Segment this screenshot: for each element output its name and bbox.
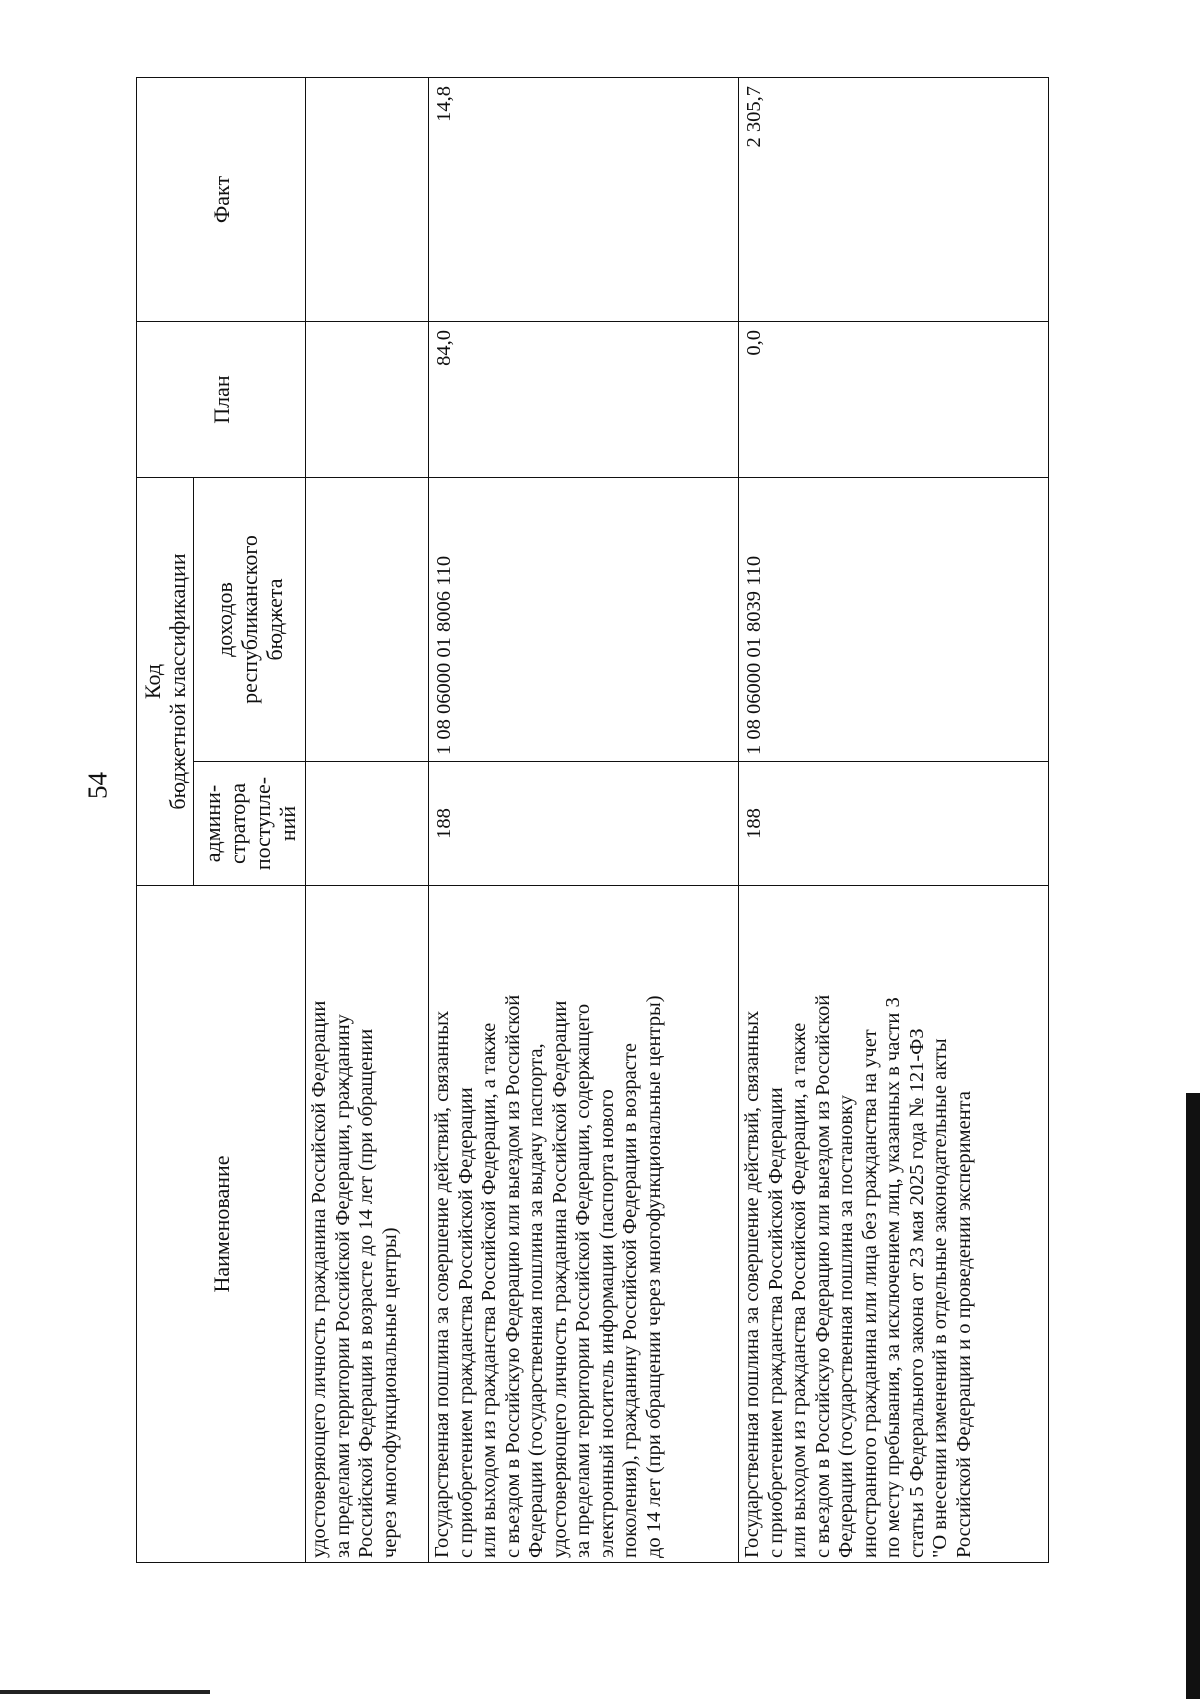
row-name-line: удостоверяющего личность гражданина Российской Федерации [308, 1000, 330, 1558]
row-name-line: с приобретением гражданства Российской Федерации [454, 1087, 477, 1558]
header-income-line: доходов [212, 582, 237, 657]
table-row [306, 78, 429, 1563]
row-plan: 84,0 [429, 322, 739, 478]
header-admin-line: стратора [224, 783, 250, 864]
row-name-line: до 14 лет (при обращении через многофункциональные центры) [642, 995, 665, 1558]
row-income-code: 1 08 06000 01 8006 110 [429, 478, 739, 762]
header-admin-line: админи- [199, 784, 225, 863]
row-name-line: с приобретением гражданства Российской Федерации [764, 1087, 787, 1558]
page-number: 54 [82, 772, 113, 799]
row-name-line: иностранного гражданина или лица без гражданства на учет [858, 1029, 881, 1558]
header-income-line: бюджета [262, 578, 287, 661]
row-income-code: 1 08 06000 01 8039 110 [739, 478, 1049, 762]
row-name-line: по месту пребывания, за исключением лиц, указанных в части 3 [882, 997, 904, 1558]
header-fact: Факт [137, 78, 306, 322]
row-name-line: за пределами территории Российской Федерации, гражданину [331, 1014, 354, 1558]
row-name [739, 886, 1049, 1563]
header-code-line-1: Код [140, 663, 165, 700]
row-name-line: Государственная пошлина за совершение действий, связанных [431, 1010, 453, 1558]
header-code-line-2: бюджетной классификации [165, 553, 190, 810]
row-name-line: статьи 5 Федерального закона от 23 мая 2025 года № 121-ФЗ [905, 1028, 928, 1558]
table-row [429, 78, 739, 1563]
header-admin [194, 762, 306, 886]
row-name-line: удостоверяющего личность гражданина Российской Федерации [548, 1000, 571, 1558]
row-name-line: Российской Федерации в возрасте до 14 лет (при обращении [355, 1028, 377, 1558]
row-fact: 2 305,7 [739, 78, 1049, 322]
row-name-line: с въездом в Российскую Федерацию или выездом из Российской [501, 994, 524, 1558]
header-admin-line: ний [274, 805, 300, 842]
row-name-line: за пределами территории Российской Федерации, содержащего [572, 1003, 594, 1558]
row-name [429, 886, 739, 1563]
row-admin-code [306, 762, 429, 886]
row-income-code [306, 478, 429, 762]
row-name-line: через многофункциональные центры) [378, 1227, 401, 1558]
row-name-line: Федерации (государственная пошлина за выдачу паспорта, [525, 1043, 547, 1558]
header-plan: План [137, 322, 306, 478]
scan-edge-bar-bottom [0, 1690, 210, 1694]
header-code-group [137, 478, 194, 886]
header-income-line: республиканского [237, 535, 262, 704]
rotated-table-wrapper [136, 78, 1048, 1563]
row-fact: 14,8 [429, 78, 739, 322]
table-row [739, 78, 1049, 1563]
scan-edge-bar-right [1186, 1093, 1200, 1699]
header-name: Наименование [137, 886, 306, 1563]
row-name-line: "О внесении изменений в отдельные законодательные акты [929, 1038, 951, 1558]
row-plan [306, 322, 429, 478]
row-admin-code: 188 [739, 762, 1049, 886]
row-admin-code: 188 [429, 762, 739, 886]
row-fact [306, 78, 429, 322]
row-name-line: или выходом из гражданства Российской Федерации, а также [788, 1022, 810, 1558]
budget-table [136, 77, 1049, 1563]
row-name-line: Государственная пошлина за совершение действий, связанных [741, 1010, 763, 1558]
row-name-line: или выходом из гражданства Российской Федерации, а также [478, 1022, 500, 1558]
row-plan: 0,0 [739, 322, 1049, 478]
row-name-line: Федерации (государственная пошлина за постановку [835, 1095, 857, 1558]
row-name-line: Российской Федерации и о проведении эксперимента [952, 1091, 975, 1558]
row-name-line: электронный носитель информации (паспорта нового [595, 1089, 618, 1558]
row-name-line: с въездом в Российскую Федерацию или выездом из Российской [811, 994, 834, 1558]
row-name-line: поколения), гражданину Российской Федерации в возрасте [619, 1043, 641, 1558]
header-admin-line: поступле- [249, 776, 275, 871]
header-income [194, 478, 306, 762]
row-name [306, 886, 429, 1563]
